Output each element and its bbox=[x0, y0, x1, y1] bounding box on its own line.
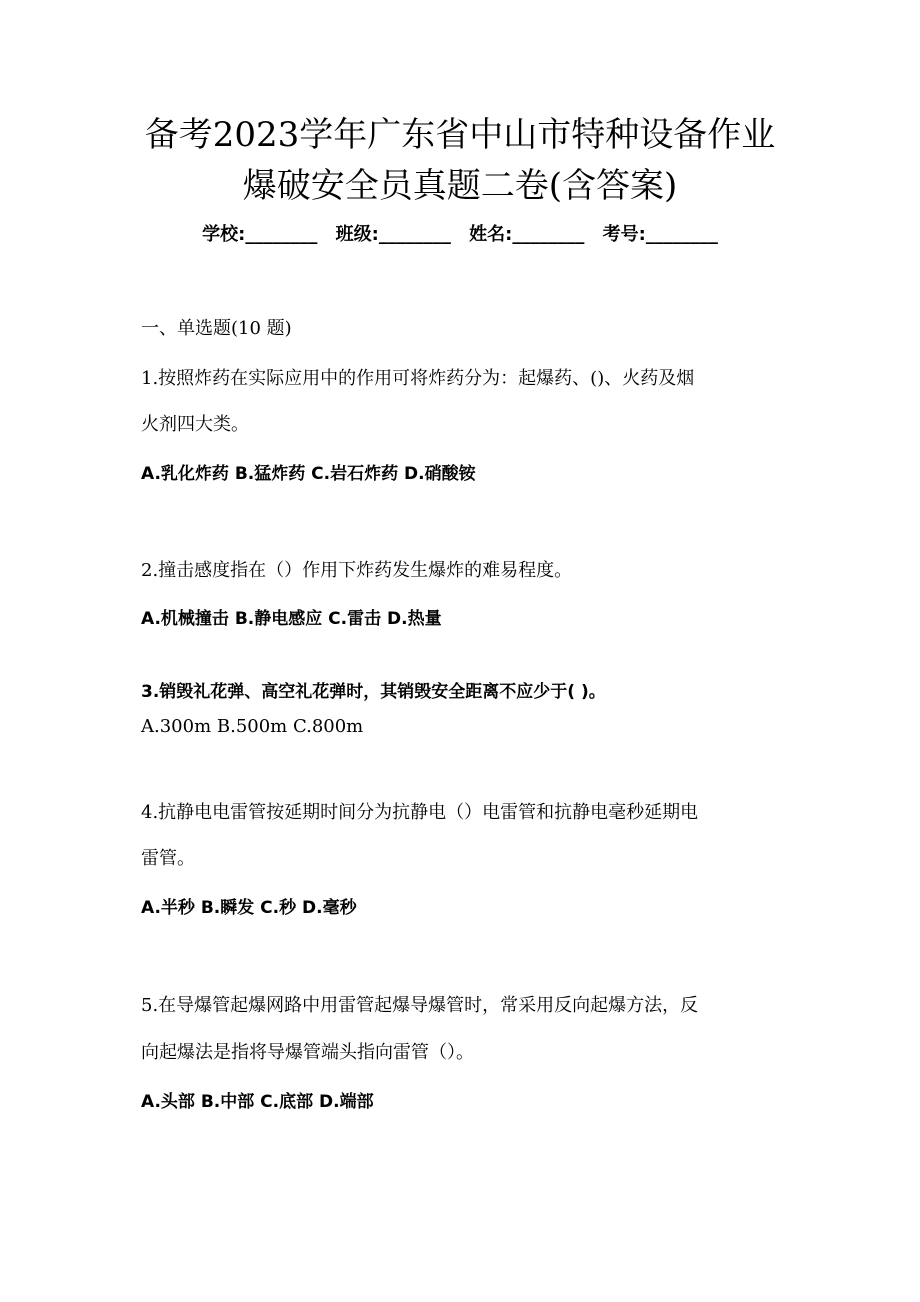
question-2-options: A.机械撞击 B.静电感应 C.雷击 D.热量 bbox=[141, 609, 442, 629]
question-4-text-line-2: 雷管。 bbox=[141, 848, 195, 869]
question-3-text: 3.销毁礼花弹、高空礼花弹时，其销毁安全距离不应少于( )。 bbox=[141, 682, 606, 702]
question-1-text-line-1: 1.按照炸药在实际应用中的作用可将炸药分为：起爆药、()、火药及烟 bbox=[141, 368, 695, 389]
student-info-row bbox=[60, 222, 860, 248]
question-5-text-line-1: 5.在导爆管起爆网路中用雷管起爆导爆管时，常采用反向起爆方法，反 bbox=[141, 995, 699, 1016]
section-heading: 一、单选题(10 题) bbox=[141, 318, 292, 339]
page-title-line-1: 备考2023学年广东省中山市特种设备作业 bbox=[144, 115, 776, 155]
question-1-options: A.乳化炸药 B.猛炸药 C.岩石炸药 D.硝酸铵 bbox=[141, 464, 476, 484]
question-3-options: A.300m B.500m C.800m bbox=[141, 716, 364, 737]
question-2-text: 2.撞击感度指在（）作用下炸药发生爆炸的难易程度。 bbox=[141, 560, 573, 581]
name-field: 姓名:________ bbox=[469, 224, 585, 245]
exam-number-field: 考号:________ bbox=[602, 224, 718, 245]
page-title-line-2: 爆破安全员真题二卷(含答案) bbox=[242, 166, 678, 206]
question-1-text-line-2: 火剂四大类。 bbox=[141, 414, 249, 435]
question-4-options: A.半秒 B.瞬发 C.秒 D.毫秒 bbox=[141, 898, 357, 918]
question-5-text-line-2: 向起爆法是指将导爆管端头指向雷管（）。 bbox=[141, 1042, 474, 1063]
question-5-options: A.头部 B.中部 C.底部 D.端部 bbox=[141, 1092, 374, 1112]
question-4-text-line-1: 4.抗静电电雷管按延期时间分为抗静电（）电雷管和抗静电毫秒延期电 bbox=[141, 802, 699, 823]
class-field: 班级:________ bbox=[335, 224, 451, 245]
school-field: 学校:________ bbox=[202, 224, 318, 245]
